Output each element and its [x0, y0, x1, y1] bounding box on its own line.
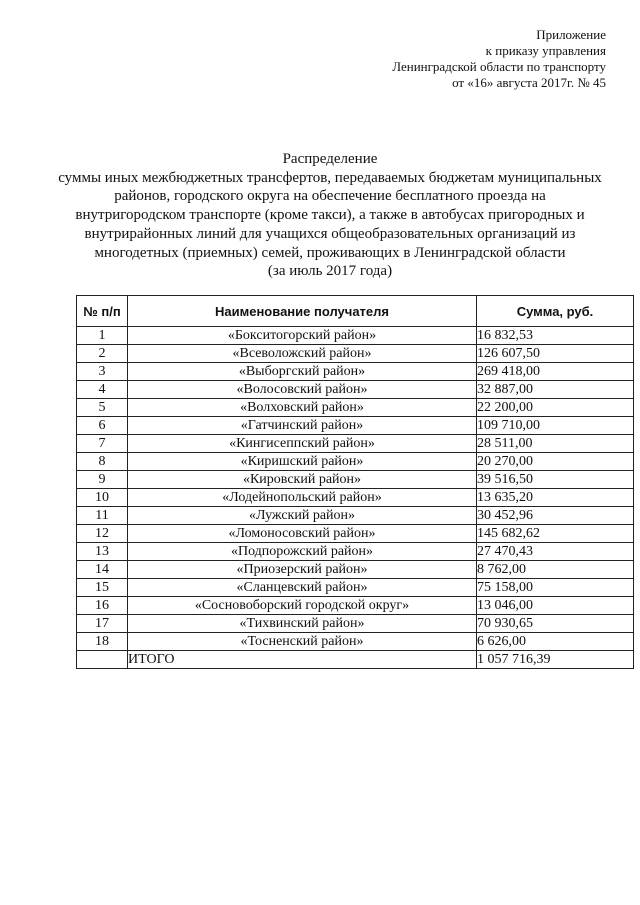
- recipient-name: «Приозерский район»: [128, 561, 477, 579]
- table-row: [77, 435, 634, 453]
- total-empty-cell: [77, 651, 128, 669]
- total-row: [77, 651, 634, 669]
- table-row: [77, 417, 634, 435]
- header-number: № п/п: [77, 296, 128, 327]
- recipient-name: «Гатчинский район»: [128, 417, 477, 435]
- table-row: [77, 489, 634, 507]
- row-sum: 20 270,00: [477, 453, 634, 471]
- row-number: 16: [77, 597, 128, 615]
- row-sum: 32 887,00: [477, 381, 634, 399]
- table-row: [77, 507, 634, 525]
- recipient-name: «Сосновоборский городской округ»: [128, 597, 477, 615]
- table-header-row: [77, 296, 634, 327]
- table-row: [77, 525, 634, 543]
- recipient-name: «Ломоносовский район»: [128, 525, 477, 543]
- row-sum: 145 682,62: [477, 525, 634, 543]
- row-number: 4: [77, 381, 128, 399]
- recipient-name: «Всеволожский район»: [128, 345, 477, 363]
- table-row: [77, 327, 634, 345]
- row-sum: 8 762,00: [477, 561, 634, 579]
- row-sum: 13 635,20: [477, 489, 634, 507]
- table-row: [77, 633, 634, 651]
- appendix-line: Приложение: [536, 27, 606, 42]
- row-sum: 70 930,65: [477, 615, 634, 633]
- row-number: 6: [77, 417, 128, 435]
- title-heading: Распределение: [282, 151, 378, 167]
- recipient-name: «Выборгский район»: [128, 363, 477, 381]
- row-sum: 109 710,00: [477, 417, 634, 435]
- title-line: районов, городского округа на обеспечение бесплатного проезда на: [114, 188, 546, 205]
- table-row: [77, 615, 634, 633]
- recipient-name: «Лужский район»: [128, 507, 477, 525]
- row-number: 8: [77, 453, 128, 471]
- row-number: 1: [77, 327, 128, 345]
- recipient-name: «Сланцевский район»: [128, 579, 477, 597]
- recipient-name: «Лодейнопольский район»: [128, 489, 477, 507]
- row-sum: 39 516,50: [477, 471, 634, 489]
- header-sum: Сумма, руб.: [477, 296, 634, 327]
- table-row: [77, 561, 634, 579]
- row-number: 13: [77, 543, 128, 561]
- appendix-header: [392, 27, 606, 91]
- row-sum: 16 832,53: [477, 327, 634, 345]
- title-period: (за июль 2017 года): [267, 263, 393, 280]
- total-sum: 1 057 716,39: [477, 651, 634, 669]
- row-sum: 27 470,43: [477, 543, 634, 561]
- table-row: [77, 399, 634, 417]
- row-sum: 269 418,00: [477, 363, 634, 381]
- row-sum: 13 046,00: [477, 597, 634, 615]
- row-sum: 28 511,00: [477, 435, 634, 453]
- recipient-name: «Кировский район»: [128, 471, 477, 489]
- table-row: [77, 471, 634, 489]
- row-number: 15: [77, 579, 128, 597]
- distribution-table: [76, 295, 634, 669]
- row-sum: 22 200,00: [477, 399, 634, 417]
- table-row: [77, 453, 634, 471]
- recipient-name: «Бокситогорский район»: [128, 327, 477, 345]
- row-number: 2: [77, 345, 128, 363]
- table-row: [77, 579, 634, 597]
- table-row: [77, 363, 634, 381]
- title-line: внутрирайонных линий для учащихся общеобразовательных организаций из: [84, 225, 576, 242]
- table-row: [77, 597, 634, 615]
- row-number: 11: [77, 507, 128, 525]
- row-number: 12: [77, 525, 128, 543]
- table-row: [77, 345, 634, 363]
- total-label: ИТОГО: [128, 651, 477, 669]
- table-row: [77, 381, 634, 399]
- row-number: 7: [77, 435, 128, 453]
- recipient-name: «Тихвинский район»: [128, 615, 477, 633]
- title-line: внутригородском транспорте (кроме такси), а также в автобусах пригородных и: [75, 207, 585, 224]
- row-number: 14: [77, 561, 128, 579]
- recipient-name: «Киришский район»: [128, 453, 477, 471]
- row-number: 10: [77, 489, 128, 507]
- recipient-name: «Кингисеппский район»: [128, 435, 477, 453]
- recipient-name: «Волосовский район»: [128, 381, 477, 399]
- table-row: [77, 543, 634, 561]
- row-number: 18: [77, 633, 128, 651]
- document-title: [40, 150, 620, 281]
- appendix-line: Ленинградской области по транспорту: [392, 59, 606, 74]
- appendix-line: к приказу управления: [485, 43, 606, 58]
- appendix-line: от «16» августа 2017г. № 45: [452, 75, 606, 90]
- table-body: [77, 327, 634, 669]
- row-number: 3: [77, 363, 128, 381]
- row-number: 5: [77, 399, 128, 417]
- row-sum: 30 452,96: [477, 507, 634, 525]
- title-line: многодетных (приемных) семей, проживающих в Ленинградской области: [94, 244, 566, 261]
- row-sum: 6 626,00: [477, 633, 634, 651]
- row-number: 17: [77, 615, 128, 633]
- recipient-name: «Тосненский район»: [128, 633, 477, 651]
- title-line: суммы иных межбюджетных трансфертов, передаваемых бюджетам муниципальных: [58, 169, 602, 186]
- header-recipient: Наименование получателя: [128, 296, 477, 327]
- recipient-name: «Подпорожский район»: [128, 543, 477, 561]
- row-sum: 126 607,50: [477, 345, 634, 363]
- row-sum: 75 158,00: [477, 579, 634, 597]
- recipient-name: «Волховский район»: [128, 399, 477, 417]
- row-number: 9: [77, 471, 128, 489]
